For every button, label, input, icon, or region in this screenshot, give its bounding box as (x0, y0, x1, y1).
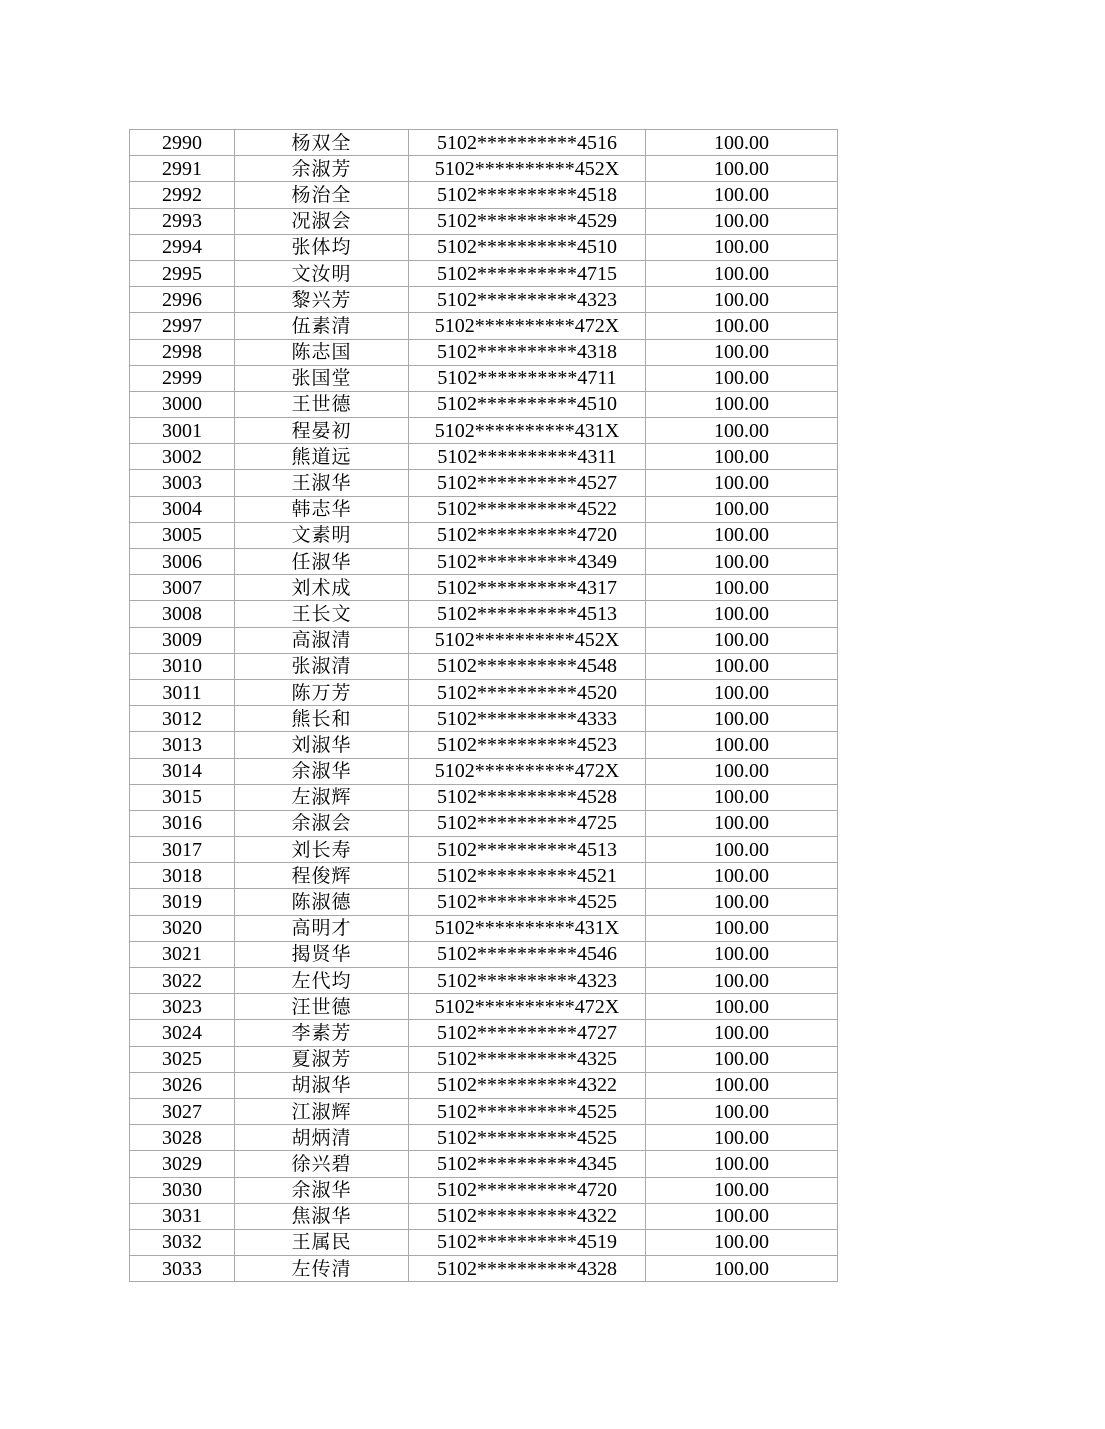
name-cell: 左代均 (235, 968, 409, 994)
name-cell: 胡炳清 (235, 1125, 409, 1151)
id-number-cell: 5102**********431X (409, 418, 646, 444)
id-number-cell: 5102**********472X (409, 313, 646, 339)
name-cell: 文汝明 (235, 260, 409, 286)
amount-cell: 100.00 (646, 784, 838, 810)
row-number-cell: 3001 (130, 418, 235, 444)
table-row (130, 1203, 838, 1229)
table-row (130, 758, 838, 784)
table-row (130, 837, 838, 863)
id-number-cell: 5102**********452X (409, 627, 646, 653)
id-number-cell: 5102**********4528 (409, 784, 646, 810)
table-row (130, 1229, 838, 1255)
id-number-cell: 5102**********4323 (409, 287, 646, 313)
name-cell: 熊长和 (235, 706, 409, 732)
name-cell: 江淑辉 (235, 1098, 409, 1124)
amount-cell: 100.00 (646, 837, 838, 863)
row-number-cell: 2999 (130, 365, 235, 391)
id-number-cell: 5102**********4546 (409, 941, 646, 967)
id-number-cell: 5102**********4311 (409, 444, 646, 470)
name-cell: 余淑芳 (235, 156, 409, 182)
id-number-cell: 5102**********4711 (409, 365, 646, 391)
row-number-cell: 2994 (130, 234, 235, 260)
table-row (130, 444, 838, 470)
amount-cell: 100.00 (646, 575, 838, 601)
id-number-cell: 5102**********4720 (409, 1177, 646, 1203)
row-number-cell: 3002 (130, 444, 235, 470)
id-number-cell: 5102**********4510 (409, 391, 646, 417)
table-row (130, 522, 838, 548)
table-row (130, 391, 838, 417)
table-row (130, 365, 838, 391)
id-number-cell: 5102**********4325 (409, 1046, 646, 1072)
id-number-cell: 5102**********4529 (409, 208, 646, 234)
id-number-cell: 5102**********452X (409, 156, 646, 182)
id-number-cell: 5102**********4513 (409, 837, 646, 863)
amount-cell: 100.00 (646, 653, 838, 679)
row-number-cell: 2998 (130, 339, 235, 365)
row-number-cell: 3022 (130, 968, 235, 994)
id-number-cell: 5102**********4349 (409, 549, 646, 575)
id-number-cell: 5102**********4322 (409, 1072, 646, 1098)
amount-cell: 100.00 (646, 496, 838, 522)
id-number-cell: 5102**********4516 (409, 130, 646, 156)
amount-cell: 100.00 (646, 130, 838, 156)
row-number-cell: 3010 (130, 653, 235, 679)
id-number-cell: 5102**********4715 (409, 260, 646, 286)
table-row (130, 1151, 838, 1177)
table-row (130, 313, 838, 339)
id-number-cell: 5102**********4345 (409, 1151, 646, 1177)
name-cell: 黎兴芳 (235, 287, 409, 313)
amount-cell: 100.00 (646, 941, 838, 967)
table-row (130, 156, 838, 182)
id-number-cell: 5102**********4725 (409, 810, 646, 836)
amount-cell: 100.00 (646, 208, 838, 234)
row-number-cell: 3015 (130, 784, 235, 810)
amount-cell: 100.00 (646, 1229, 838, 1255)
amount-cell: 100.00 (646, 968, 838, 994)
row-number-cell: 3007 (130, 575, 235, 601)
name-cell: 高淑清 (235, 627, 409, 653)
row-number-cell: 3020 (130, 915, 235, 941)
row-number-cell: 2992 (130, 182, 235, 208)
name-cell: 陈志国 (235, 339, 409, 365)
amount-cell: 100.00 (646, 1072, 838, 1098)
amount-cell: 100.00 (646, 549, 838, 575)
amount-cell: 100.00 (646, 287, 838, 313)
amount-cell: 100.00 (646, 1098, 838, 1124)
id-number-cell: 5102**********4317 (409, 575, 646, 601)
table-row (130, 732, 838, 758)
table-row (130, 1098, 838, 1124)
row-number-cell: 3000 (130, 391, 235, 417)
row-number-cell: 3025 (130, 1046, 235, 1072)
row-number-cell: 3027 (130, 1098, 235, 1124)
row-number-cell: 3014 (130, 758, 235, 784)
amount-cell: 100.00 (646, 1020, 838, 1046)
table-row (130, 287, 838, 313)
amount-cell: 100.00 (646, 1177, 838, 1203)
name-cell: 王长文 (235, 601, 409, 627)
table-row (130, 182, 838, 208)
table-row (130, 549, 838, 575)
row-number-cell: 2993 (130, 208, 235, 234)
table-row (130, 1256, 838, 1282)
amount-cell: 100.00 (646, 758, 838, 784)
row-number-cell: 3017 (130, 837, 235, 863)
id-number-cell: 5102**********4328 (409, 1256, 646, 1282)
row-number-cell: 3030 (130, 1177, 235, 1203)
name-cell: 胡淑华 (235, 1072, 409, 1098)
name-cell: 王淑华 (235, 470, 409, 496)
table-row (130, 679, 838, 705)
name-cell: 程晏初 (235, 418, 409, 444)
amount-cell: 100.00 (646, 156, 838, 182)
id-number-cell: 5102**********4520 (409, 679, 646, 705)
amount-cell: 100.00 (646, 601, 838, 627)
row-number-cell: 3018 (130, 863, 235, 889)
row-number-cell: 3005 (130, 522, 235, 548)
name-cell: 左淑辉 (235, 784, 409, 810)
row-number-cell: 2996 (130, 287, 235, 313)
table-row (130, 863, 838, 889)
amount-cell: 100.00 (646, 339, 838, 365)
row-number-cell: 3004 (130, 496, 235, 522)
row-number-cell: 3016 (130, 810, 235, 836)
name-cell: 张国堂 (235, 365, 409, 391)
name-cell: 杨治全 (235, 182, 409, 208)
table-row (130, 418, 838, 444)
amount-cell: 100.00 (646, 444, 838, 470)
name-cell: 李素芳 (235, 1020, 409, 1046)
amount-cell: 100.00 (646, 260, 838, 286)
amount-cell: 100.00 (646, 706, 838, 732)
table-row (130, 234, 838, 260)
row-number-cell: 3012 (130, 706, 235, 732)
table-row (130, 810, 838, 836)
table-row (130, 915, 838, 941)
name-cell: 揭贤华 (235, 941, 409, 967)
row-number-cell: 3019 (130, 889, 235, 915)
table-body (130, 130, 838, 1282)
amount-cell: 100.00 (646, 522, 838, 548)
amount-cell: 100.00 (646, 810, 838, 836)
name-cell: 徐兴碧 (235, 1151, 409, 1177)
name-cell: 刘术成 (235, 575, 409, 601)
row-number-cell: 3011 (130, 679, 235, 705)
amount-cell: 100.00 (646, 1046, 838, 1072)
name-cell: 熊道远 (235, 444, 409, 470)
id-number-cell: 5102**********4522 (409, 496, 646, 522)
amount-cell: 100.00 (646, 994, 838, 1020)
table-row (130, 653, 838, 679)
row-number-cell: 2990 (130, 130, 235, 156)
id-number-cell: 5102**********4322 (409, 1203, 646, 1229)
row-number-cell: 3021 (130, 941, 235, 967)
row-number-cell: 3026 (130, 1072, 235, 1098)
name-cell: 左传清 (235, 1256, 409, 1282)
row-number-cell: 2997 (130, 313, 235, 339)
name-cell: 陈淑德 (235, 889, 409, 915)
amount-cell: 100.00 (646, 627, 838, 653)
name-cell: 任淑华 (235, 549, 409, 575)
row-number-cell: 3008 (130, 601, 235, 627)
amount-cell: 100.00 (646, 1256, 838, 1282)
id-number-cell: 5102**********4518 (409, 182, 646, 208)
table-row (130, 130, 838, 156)
id-number-cell: 5102**********4523 (409, 732, 646, 758)
amount-cell: 100.00 (646, 915, 838, 941)
name-cell: 夏淑芳 (235, 1046, 409, 1072)
amount-cell: 100.00 (646, 679, 838, 705)
row-number-cell: 3028 (130, 1125, 235, 1151)
name-cell: 汪世德 (235, 994, 409, 1020)
id-number-cell: 5102**********4525 (409, 1098, 646, 1124)
row-number-cell: 3006 (130, 549, 235, 575)
table-row (130, 1125, 838, 1151)
id-number-cell: 5102**********4548 (409, 653, 646, 679)
name-cell: 况淑会 (235, 208, 409, 234)
amount-cell: 100.00 (646, 418, 838, 444)
row-number-cell: 3003 (130, 470, 235, 496)
payment-table (129, 129, 838, 1282)
row-number-cell: 3013 (130, 732, 235, 758)
name-cell: 张体均 (235, 234, 409, 260)
table-row (130, 941, 838, 967)
row-number-cell: 3032 (130, 1229, 235, 1255)
row-number-cell: 3023 (130, 994, 235, 1020)
row-number-cell: 3033 (130, 1256, 235, 1282)
table-row (130, 1046, 838, 1072)
table-row (130, 706, 838, 732)
table-row (130, 496, 838, 522)
row-number-cell: 3009 (130, 627, 235, 653)
row-number-cell: 2991 (130, 156, 235, 182)
amount-cell: 100.00 (646, 863, 838, 889)
name-cell: 伍素清 (235, 313, 409, 339)
id-number-cell: 5102**********4521 (409, 863, 646, 889)
row-number-cell: 3024 (130, 1020, 235, 1046)
name-cell: 韩志华 (235, 496, 409, 522)
name-cell: 余淑华 (235, 758, 409, 784)
name-cell: 王属民 (235, 1229, 409, 1255)
amount-cell: 100.00 (646, 889, 838, 915)
name-cell: 余淑华 (235, 1177, 409, 1203)
id-number-cell: 5102**********4525 (409, 889, 646, 915)
id-number-cell: 5102**********4525 (409, 1125, 646, 1151)
name-cell: 余淑会 (235, 810, 409, 836)
amount-cell: 100.00 (646, 182, 838, 208)
table-row (130, 208, 838, 234)
table-row (130, 575, 838, 601)
table-row (130, 627, 838, 653)
id-number-cell: 5102**********4318 (409, 339, 646, 365)
name-cell: 王世德 (235, 391, 409, 417)
amount-cell: 100.00 (646, 365, 838, 391)
amount-cell: 100.00 (646, 313, 838, 339)
table-row (130, 601, 838, 627)
amount-cell: 100.00 (646, 470, 838, 496)
row-number-cell: 2995 (130, 260, 235, 286)
amount-cell: 100.00 (646, 1151, 838, 1177)
id-number-cell: 5102**********4510 (409, 234, 646, 260)
name-cell: 刘淑华 (235, 732, 409, 758)
id-number-cell: 5102**********4323 (409, 968, 646, 994)
name-cell: 杨双全 (235, 130, 409, 156)
name-cell: 高明才 (235, 915, 409, 941)
amount-cell: 100.00 (646, 732, 838, 758)
name-cell: 刘长寿 (235, 837, 409, 863)
table-row (130, 1177, 838, 1203)
table-row (130, 889, 838, 915)
row-number-cell: 3029 (130, 1151, 235, 1177)
table-row (130, 1020, 838, 1046)
name-cell: 文素明 (235, 522, 409, 548)
id-number-cell: 5102**********4513 (409, 601, 646, 627)
table-row (130, 784, 838, 810)
name-cell: 张淑清 (235, 653, 409, 679)
name-cell: 焦淑华 (235, 1203, 409, 1229)
table-row (130, 339, 838, 365)
id-number-cell: 5102**********4519 (409, 1229, 646, 1255)
table-row (130, 968, 838, 994)
id-number-cell: 5102**********472X (409, 758, 646, 784)
amount-cell: 100.00 (646, 1125, 838, 1151)
id-number-cell: 5102**********472X (409, 994, 646, 1020)
row-number-cell: 3031 (130, 1203, 235, 1229)
table-row (130, 994, 838, 1020)
id-number-cell: 5102**********4720 (409, 522, 646, 548)
id-number-cell: 5102**********4333 (409, 706, 646, 732)
amount-cell: 100.00 (646, 391, 838, 417)
table-row (130, 470, 838, 496)
table-row (130, 260, 838, 286)
name-cell: 程俊辉 (235, 863, 409, 889)
id-number-cell: 5102**********431X (409, 915, 646, 941)
amount-cell: 100.00 (646, 1203, 838, 1229)
id-number-cell: 5102**********4727 (409, 1020, 646, 1046)
amount-cell: 100.00 (646, 234, 838, 260)
table-row (130, 1072, 838, 1098)
id-number-cell: 5102**********4527 (409, 470, 646, 496)
name-cell: 陈万芳 (235, 679, 409, 705)
